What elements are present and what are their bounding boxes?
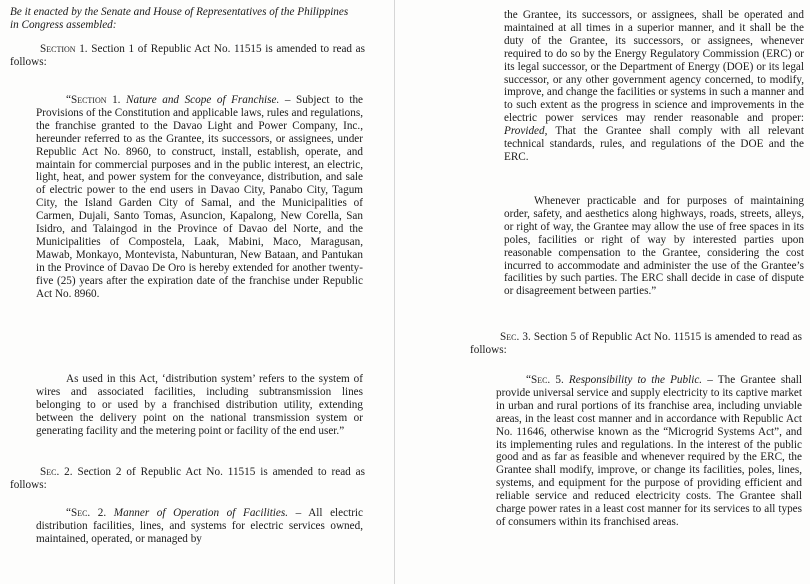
section-label: “Section 1.: [66, 94, 121, 106]
section-3-heading: [470, 331, 802, 357]
section-heading-text: Section 1 of Republic Act No. 11515 is amended to read as follows:: [10, 43, 365, 68]
section-label: “Sec. 5.: [526, 374, 564, 386]
section-title: Responsibility to the Public.: [568, 374, 703, 386]
distribution-system-definition: As used in this Act, ‘distribution system’ refers to the system of wires and associated facilities, including subtransmission lines belonging to or used by a franchised distribution utility, extending between the delivery point on the national transmission system or generating facility and the metering point or facility of the end user.”: [36, 373, 363, 437]
section-2-continued: [504, 9, 804, 164]
section-1-body: [36, 94, 363, 301]
section-2-heading: [10, 466, 365, 492]
section-title: Nature and Scope of Franchise.: [126, 94, 280, 106]
section-body-text: – All electric distribution facilities, lines, and systems for electric services owned, maintained, operated, or managed by: [36, 507, 363, 545]
section-label: Section 1.: [40, 43, 88, 55]
section-1-heading: [10, 43, 365, 69]
section-5-body: [496, 374, 802, 529]
proviso-word: Provided,: [504, 125, 548, 138]
section-label: Sec. 3.: [500, 331, 531, 343]
continued-text: the Grantee, its successors, or assignees, shall be operated and maintained at all times in a superior manner, and it shall be the duty of the Grantee, its successors, or assignees, whenever required to do so by the Energy Regulatory Commission (ERC) or its legal successor, or the Department of Energy (DOE) or its legal successor, or any other government agency concerned, to modify, improve, and change the facilities or systems in such a manner and to such extent as the progress in science and improvements in the electric power services may render reasonable and proper:: [504, 9, 804, 125]
section-label: “Sec. 2.: [66, 507, 107, 519]
section-title: Manner of Operation of Facilities.: [113, 507, 289, 519]
section-body-text: – Subject to the Provisions of the Constitution and applicable laws, rules and regulations, the franchise granted to the Davao Light and Power Company, Inc., hereunder referred to as the Grantee, its successors, or assignees, under Republic Act No. 8960, to construct, install, establish, operate, and maintain for commercial purposes and in the public interest, an electric, light, heat, and power system for the conveyance, distribution, and sale of electric power to the end users in Davao City, Panabo City, Tagum City, the Island Garden City of Samal, and the Municipalities of Carmen, Dujali, Santo Tomas, Asuncion, Kapalong, New Corella, San Isidro, and Talaingod in the Province of Davao del Norte, and the Municipalities of Compostela, Laak, Mabini, Maco, Maragusan, Mawab, Monkayo, Montevista, Nabunturan, New Bataan, and Pantukan in the Province of Davao De Oro is hereby extended for another twenty-five (25) years after the expiration date of the franchise under Republic Act No. 8960.: [36, 94, 364, 300]
section-body-text: – The Grantee shall provide universal service and supply electricity to its captive market in urban and rural portions of its franchise area, including unviable areas, in the least cost manner and in accordance with Republic Act No. 11646, otherwise known as the “Microgrid Systems Act”, and its implementing rules and regulations. In the interest of the public good and as far as feasible and whenever required by the ERC, the Grantee shall modify, improve, or change its facilities, poles, lines, systems, and equipment for the purpose of providing efficient and reliable service and reduced electricity costs. The Grantee shall charge power rates in a least cost manner for its services to all types of consumers within its franchised areas.: [496, 374, 803, 528]
section-2-body-start: [36, 507, 363, 546]
page-gutter: [394, 0, 395, 584]
section-heading-text: Section 5 of Republic Act No. 11515 is amended to read as follows:: [470, 331, 802, 356]
section-heading-text: Section 2 of Republic Act No. 11515 is amended to read as follows:: [10, 466, 365, 491]
section-label: Sec. 2.: [40, 466, 73, 478]
section-2-poles-paragraph: Whenever practicable and for purposes of maintaining order, safety, and aesthetics along highways, roads, streets, alleys, or right of way, the Grantee may allow the use of free spaces in its poles, facilities or right of way by interested parties upon reasonable compensation to the Grantee, considering the cost incurred to accommodate and administer the use of the Grantee’s facilities by such parties. The ERC shall decide in case of dispute or disagreement between parties.”: [504, 195, 804, 298]
continued-text-after: That the Grantee shall comply with all relevant technical standards, rules, and regulations of the DOE and the ERC.: [504, 125, 804, 163]
enacting-clause: Be it enacted by the Senate and House of Representatives of the Philippines in Congress assembled:: [10, 6, 349, 31]
